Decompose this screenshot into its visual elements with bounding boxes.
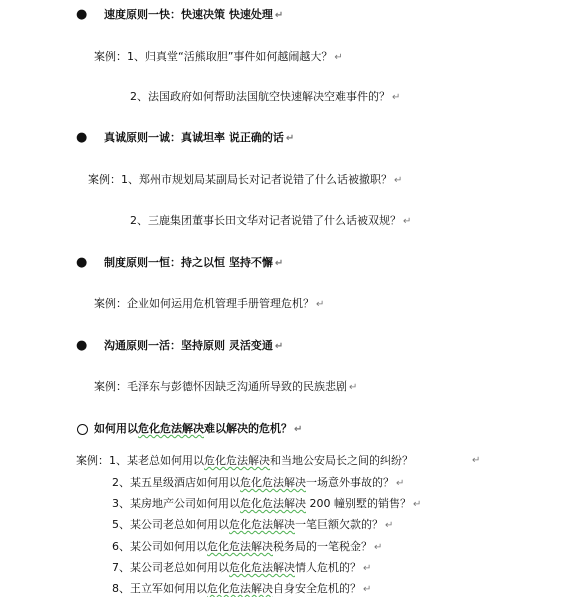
bullet-icon: ● (76, 255, 88, 270)
list-item: 8、王立军如何用以危化危法解决自身安全危机的？ ↵ (112, 582, 372, 595)
list-item: 案例：1、某老总如何用以危化危法解决和当地公安局长之间的纠纷？ (76, 454, 413, 467)
case-line: 案例：1、归真堂“活熊取胆”事件如何越闹越大？ ↵ (94, 50, 343, 63)
case-line: 案例：毛泽东与彭德怀因缺乏沟通所导致的民族悲剧 ↵ (94, 380, 358, 393)
paragraph-mark-icon: ↵ (274, 341, 284, 352)
paragraph-mark-icon: ↵ (334, 52, 343, 63)
paragraph-mark-icon: ↵ (392, 92, 401, 103)
section-heading: 制度原则一恒：持之以恒 坚持不懈 ↵ (104, 256, 284, 269)
paragraph-mark-icon: ↵ (394, 175, 403, 186)
paragraph-mark-icon: ↵ (385, 520, 394, 531)
case-line: 2、三鹿集团董事长田文华对记者说错了什么话被双规？ ↵ (130, 214, 412, 227)
list-item: 6、某公司如何用以危化危法解决税务局的一笔税金？ ↵ (112, 540, 383, 553)
paragraph-mark-icon: ↵ (403, 216, 412, 227)
section-heading: 速度原则一快：快速决策 快速处理 ↵ (104, 8, 284, 21)
section-heading: 真诚原则一诚：真诚坦率 说正确的话 ↵ (104, 131, 295, 144)
list-item: 3、某房地产公司如何用以危化危法解决 200 幢别墅的销售？ ↵ (112, 497, 422, 510)
paragraph-mark-icon: ↵ (396, 478, 405, 489)
paragraph-mark-icon: ↵ (413, 499, 422, 510)
question-heading: 如何用以危化危法解决难以解决的危机？ ↵ (94, 422, 303, 435)
paragraph-mark-icon: ↵ (316, 299, 325, 310)
list-item: 5、某公司老总如何用以危化危法解决一笔巨额欠款的？ ↵ (112, 518, 394, 531)
bullet-icon: ● (76, 7, 88, 22)
paragraph-mark-icon: ↵ (374, 542, 383, 553)
bullet-icon: ● (76, 130, 88, 145)
paragraph-mark-icon: ↵ (363, 563, 372, 574)
paragraph-mark-icon: ↵ (349, 382, 358, 393)
case-line: 案例：企业如何运用危机管理手册管理危机？ ↵ (94, 297, 325, 310)
section-heading: 沟通原则一活：坚持原则 灵活变通 ↵ (104, 339, 284, 352)
case-line: 案例：1、郑州市规划局某副局长对记者说错了什么话被撤职？ ↵ (88, 173, 403, 186)
paragraph-mark-icon: ↵ (285, 133, 295, 144)
paragraph-mark-icon: ↵ (294, 424, 303, 435)
bullet-icon: ● (76, 338, 88, 353)
list-item: 2、某五星级酒店如何用以危化危法解决一场意外事故的？ ↵ (112, 476, 405, 489)
paragraph-mark-icon: ↵ (274, 10, 284, 21)
paragraph-mark-icon: ↵ (363, 584, 372, 595)
paragraph-mark-icon: ↵ (274, 258, 284, 269)
hollow-bullet-icon (77, 424, 88, 435)
paragraph-mark-icon: ↵ (472, 455, 481, 466)
case-line: 2、法国政府如何帮助法国航空快速解决空难事件的？ ↵ (130, 90, 401, 103)
list-item: 7、某公司老总如何用以危化危法解决情人危机的？ ↵ (112, 561, 372, 574)
